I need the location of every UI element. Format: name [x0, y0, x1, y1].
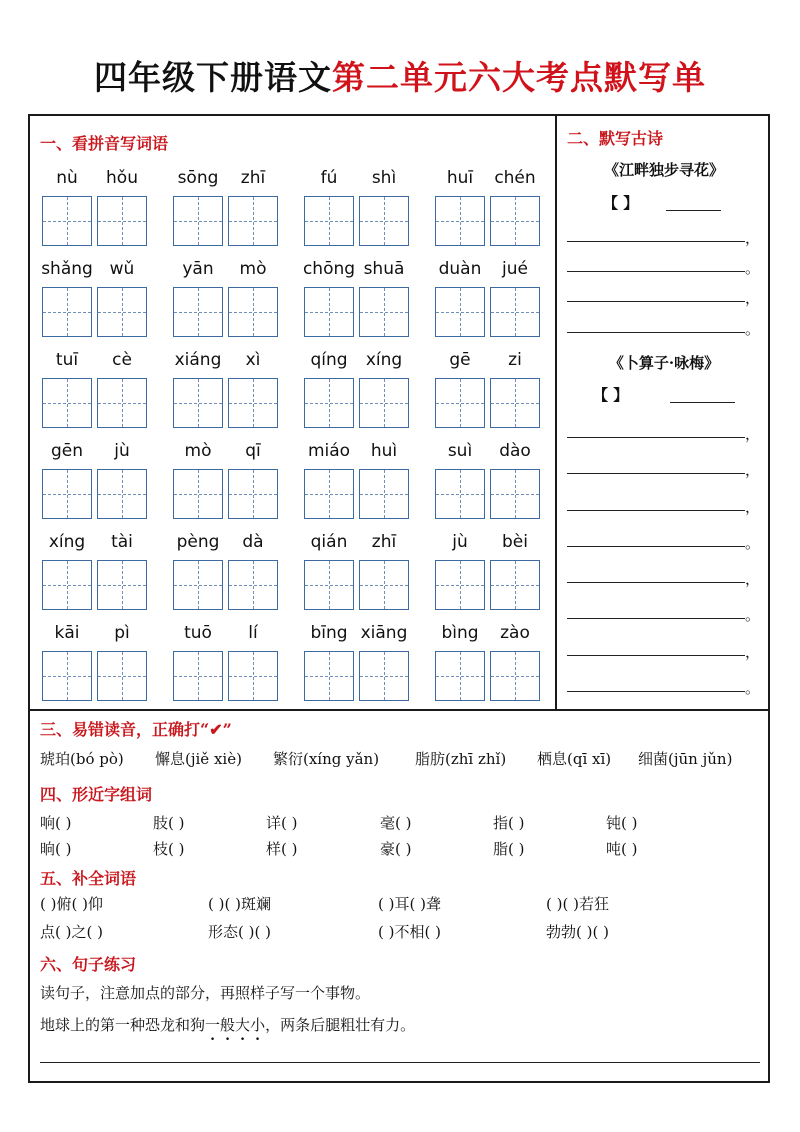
poem1-punct: ， [745, 289, 761, 307]
section-divider [28, 709, 770, 711]
pinyin-label: xì [245, 350, 261, 370]
pinyin-label: shì [371, 168, 397, 188]
idiom-blank[interactable]: ( )( )若狂 [546, 895, 609, 913]
poem2-write-line[interactable] [567, 618, 745, 619]
poem2-write-line[interactable] [567, 437, 745, 438]
pinyin-label: qī [245, 441, 261, 461]
sentence-start: 地球上的第一种恐龙和狗 [40, 1016, 206, 1034]
pronunciation-item[interactable]: 细菌(jūn jǔn) [638, 750, 733, 768]
character-box[interactable] [490, 560, 540, 610]
pinyin-label: tuī [55, 350, 79, 370]
poem2-write-line[interactable] [567, 473, 745, 474]
poem1-write-line[interactable] [567, 241, 745, 242]
pinyin-label: shǎng [41, 259, 93, 279]
pinyin-label: cè [112, 350, 132, 370]
character-box[interactable] [359, 378, 409, 428]
character-box[interactable] [435, 651, 485, 701]
pinyin-label: huì [370, 441, 398, 461]
pinyin-label: qíng [310, 350, 348, 370]
pinyin-label: gēn [50, 441, 84, 461]
character-box[interactable] [304, 196, 354, 246]
character-box[interactable] [490, 651, 540, 701]
character-box[interactable] [97, 287, 147, 337]
pinyin-label: dà [242, 532, 264, 552]
dotted-char: 一 [205, 1016, 221, 1034]
pinyin-label: bīng [310, 623, 348, 643]
character-box[interactable] [435, 378, 485, 428]
section6-instruction: 读句子，注意加点的部分，再照样子写一个事物。 [40, 984, 371, 1002]
character-box[interactable] [173, 469, 223, 519]
pinyin-label: mò [184, 441, 212, 461]
character-box[interactable] [42, 469, 92, 519]
character-box[interactable] [173, 560, 223, 610]
character-box[interactable] [42, 196, 92, 246]
character-box[interactable] [359, 560, 409, 610]
page-title [0, 52, 800, 99]
word-blank[interactable]: 响( ) [40, 814, 72, 832]
character-box[interactable] [435, 196, 485, 246]
character-box[interactable] [435, 560, 485, 610]
poem2-author-line [670, 402, 735, 403]
pinyin-label: chōng [302, 259, 356, 279]
character-box[interactable] [228, 196, 278, 246]
character-box[interactable] [228, 469, 278, 519]
character-box[interactable] [173, 651, 223, 701]
column-divider [555, 114, 557, 711]
word-blank[interactable]: 枝( ) [153, 840, 185, 858]
poem2-punct: 。 [745, 534, 761, 552]
pinyin-label: tài [111, 532, 133, 552]
poem2-write-line[interactable] [567, 655, 745, 656]
section5-heading: 五、补全词语 [40, 869, 137, 888]
poem2-punct: 。 [745, 679, 761, 697]
pronunciation-item[interactable]: 栖息(qī xī) [537, 750, 612, 768]
pinyin-label: yān [182, 259, 214, 279]
pinyin-label: xíng [365, 350, 403, 370]
pinyin-label: lí [248, 623, 258, 643]
pinyin-label: xiāng [360, 623, 408, 643]
dotted-char: 般 [220, 1016, 236, 1034]
character-box[interactable] [359, 651, 409, 701]
word-blank[interactable]: 毫( ) [380, 814, 412, 832]
idiom-blank[interactable]: ( )( )斑斓 [208, 895, 271, 913]
word-blank[interactable]: 肢( ) [153, 814, 185, 832]
character-box[interactable] [359, 196, 409, 246]
example-sentence [40, 1014, 415, 1035]
title-grade: 四年级下册语文 [94, 58, 332, 97]
dotted-char: 大 [235, 1016, 251, 1034]
character-box[interactable] [228, 560, 278, 610]
poem1-punct: 。 [745, 320, 761, 338]
pinyin-label: nù [56, 168, 78, 188]
character-box[interactable] [97, 560, 147, 610]
word-blank[interactable]: 豪( ) [380, 840, 412, 858]
character-box[interactable] [304, 378, 354, 428]
idiom-blank[interactable]: ( )不相( ) [378, 923, 441, 941]
pinyin-label: jù [452, 532, 468, 552]
character-box[interactable] [359, 469, 409, 519]
pinyin-label: kāi [54, 623, 80, 643]
idiom-blank[interactable]: ( )俯( )仰 [40, 895, 103, 913]
sentence-end: ，两条后腿粗壮有力。 [265, 1016, 416, 1034]
word-blank[interactable]: 指( ) [493, 814, 525, 832]
pinyin-label: tuō [184, 623, 212, 643]
pinyin-label: pèng [176, 532, 220, 552]
idiom-blank[interactable]: 形态( )( ) [208, 923, 271, 941]
poem1-author-bracket: 【 】 [603, 194, 639, 212]
pinyin-label: huī [446, 168, 474, 188]
pinyin-label: fú [320, 168, 338, 188]
pinyin-label: gē [449, 350, 471, 370]
word-blank[interactable]: 钝( ) [606, 814, 638, 832]
word-blank[interactable]: 晌( ) [40, 840, 72, 858]
pinyin-label: xíng [48, 532, 86, 552]
poem2-punct: ， [745, 570, 761, 588]
poem1-author-line [666, 210, 721, 211]
poem2-title: 《卜算子·咏梅》 [608, 354, 720, 372]
character-box[interactable] [304, 560, 354, 610]
word-blank[interactable]: 吨( ) [606, 840, 638, 858]
character-box[interactable] [97, 378, 147, 428]
pronunciation-item[interactable]: 懈息(jiě xiè) [155, 750, 242, 768]
pinyin-label: mò [239, 259, 267, 279]
word-blank[interactable]: 详( ) [266, 814, 298, 832]
pinyin-label: pì [114, 623, 130, 643]
pinyin-label: sōng [177, 168, 219, 188]
character-box[interactable] [173, 196, 223, 246]
pinyin-label: bìng [441, 623, 479, 643]
poem2-write-line[interactable] [567, 546, 745, 547]
poem1-title: 《江畔独步寻花》 [603, 161, 724, 179]
word-blank[interactable]: 样( ) [266, 840, 298, 858]
poem2-write-line[interactable] [567, 582, 745, 583]
idiom-blank[interactable]: ( )耳( )聋 [378, 895, 441, 913]
title-topic: 第二单元六大考点默写单 [332, 58, 706, 97]
character-box[interactable] [359, 287, 409, 337]
pronunciation-item[interactable]: 脂肪(zhī zhǐ) [415, 750, 507, 768]
pinyin-label: suì [447, 441, 473, 461]
poem1-punct: ， [745, 229, 761, 247]
poem2-author-bracket: 【 】 [593, 386, 629, 404]
pinyin-label: bèi [502, 532, 528, 552]
character-box[interactable] [42, 651, 92, 701]
idiom-blank[interactable]: 点( )之( ) [40, 923, 103, 941]
pinyin-label: zhī [240, 168, 266, 188]
character-box[interactable] [173, 378, 223, 428]
pinyin-label: qián [310, 532, 348, 552]
character-box[interactable] [42, 560, 92, 610]
pinyin-label: jù [114, 441, 130, 461]
pinyin-label: xiáng [174, 350, 222, 370]
section2-heading: 二、默写古诗 [567, 129, 664, 148]
character-box[interactable] [42, 378, 92, 428]
pinyin-label: wǔ [109, 259, 135, 279]
poem1-write-line[interactable] [567, 301, 745, 302]
poem2-write-line[interactable] [567, 510, 745, 511]
character-box[interactable] [435, 469, 485, 519]
pinyin-label: zhī [371, 532, 397, 552]
poem1-punct: 。 [745, 259, 761, 277]
pinyin-label: zào [500, 623, 530, 643]
idiom-blank[interactable]: 勃勃( )( ) [546, 923, 609, 941]
section6-heading: 六、句子练习 [40, 955, 137, 974]
poem2-punct: ， [745, 498, 761, 516]
pinyin-label: shuā [363, 259, 405, 279]
character-box[interactable] [490, 378, 540, 428]
character-box[interactable] [97, 651, 147, 701]
poem2-punct: ， [745, 461, 761, 479]
poem2-punct: ， [745, 643, 761, 661]
character-box[interactable] [490, 469, 540, 519]
character-box[interactable] [490, 196, 540, 246]
poem2-punct: 。 [745, 606, 761, 624]
character-box[interactable] [228, 378, 278, 428]
pinyin-label: zi [508, 350, 522, 370]
poem1-write-line[interactable] [567, 271, 745, 272]
character-box[interactable] [97, 469, 147, 519]
character-box[interactable] [173, 287, 223, 337]
answer-line[interactable] [40, 1062, 760, 1063]
character-box[interactable] [42, 287, 92, 337]
pronunciation-item[interactable]: 繁衍(xíng yǎn) [273, 750, 380, 768]
character-box[interactable] [228, 651, 278, 701]
pinyin-label: dào [499, 441, 531, 461]
pronunciation-item[interactable]: 琥珀(bó pò) [40, 750, 124, 768]
pinyin-label: chén [494, 168, 536, 188]
character-box[interactable] [304, 651, 354, 701]
section4-heading: 四、形近字组词 [40, 785, 153, 804]
character-box[interactable] [435, 287, 485, 337]
word-blank[interactable]: 脂( ) [493, 840, 525, 858]
character-box[interactable] [304, 469, 354, 519]
section3-heading: 三、易错读音，正确打“✔” [40, 720, 232, 739]
poem1-write-line[interactable] [567, 332, 745, 333]
dotted-char: 小 [250, 1016, 266, 1034]
character-box[interactable] [304, 287, 354, 337]
section1-heading: 一、看拼音写词语 [40, 134, 169, 153]
pinyin-label: jué [502, 259, 528, 279]
character-box[interactable] [490, 287, 540, 337]
poem2-write-line[interactable] [567, 691, 745, 692]
pinyin-label: duàn [438, 259, 482, 279]
character-box[interactable] [97, 196, 147, 246]
pinyin-label: miáo [307, 441, 351, 461]
pinyin-label: hǒu [106, 168, 138, 188]
character-box[interactable] [228, 287, 278, 337]
poem2-punct: ， [745, 425, 761, 443]
